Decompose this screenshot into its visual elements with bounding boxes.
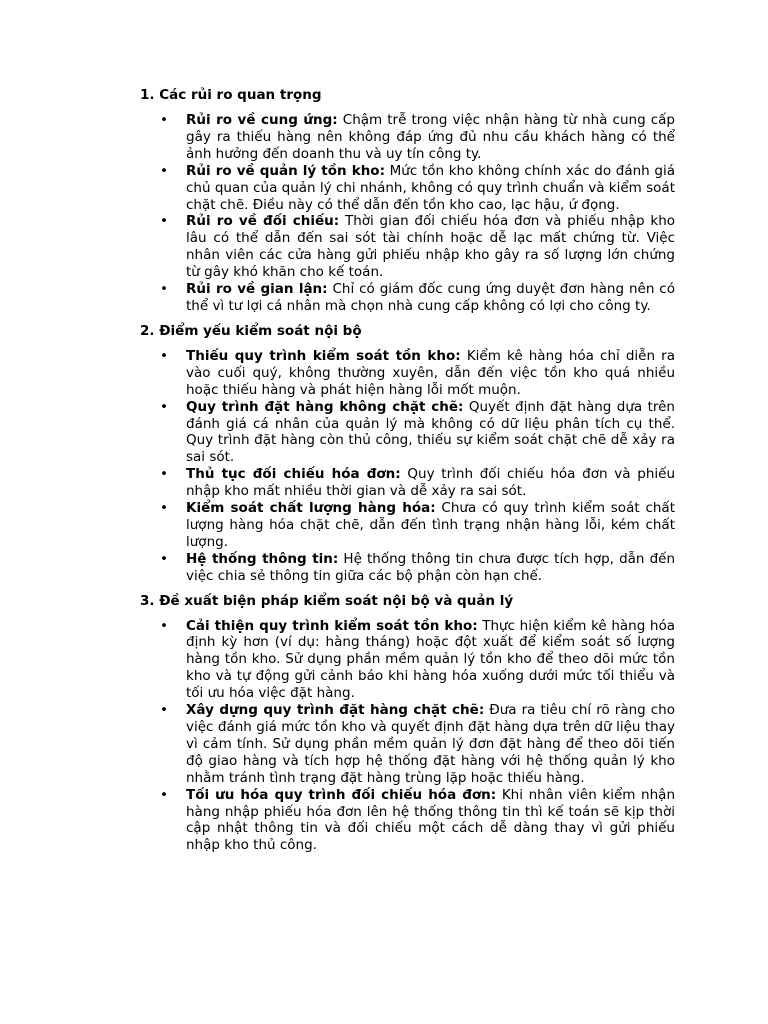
item-label: Rủi ro về đối chiếu:	[186, 213, 340, 230]
list-item	[140, 163, 675, 214]
item-label: Tối ưu hóa quy trình đối chiếu hóa đơn:	[186, 786, 497, 803]
list-item	[140, 112, 675, 163]
bullet-icon: •	[160, 550, 168, 567]
bullet-icon: •	[160, 281, 168, 298]
item-label: Thủ tục đối chiếu hóa đơn:	[186, 466, 401, 483]
item-text: Chỉ có giám đốc cung ứng duyệt đơn hàng nên có thể vì tư lợi cá nhân mà chọn nhà cung cấp không có lợi cho công ty.	[186, 281, 675, 314]
bullet-icon: •	[160, 500, 168, 517]
document-page	[140, 87, 675, 862]
list-item	[140, 281, 675, 315]
item-text: Chưa có quy trình kiểm soát chất lượng hàng hóa chặt chẽ, dẫn đến tình trạng nhận hàng lỗi, kém chất lượng.	[186, 500, 675, 550]
item-text: Mức tồn kho không chính xác do đánh giá chủ quan của quản lý chi nhánh, không có quy trình chuẩn và kiểm soát chặt chẽ. Điều này có thể dẫn đến tồn kho cao, lạc hậu, ứ đọng.	[186, 162, 675, 213]
list-item	[140, 213, 675, 281]
item-label: Quy trình đặt hàng không chặt chẽ:	[186, 398, 464, 415]
bullet-icon: •	[160, 398, 168, 415]
bullet-list	[140, 618, 675, 855]
section-proposals	[140, 593, 675, 855]
section-weaknesses	[140, 323, 675, 585]
item-label: Xây dựng quy trình đặt hàng chặt chẽ:	[186, 702, 485, 719]
bullet-icon: •	[160, 347, 168, 364]
item-label: Thiếu quy trình kiểm soát tồn kho:	[186, 347, 461, 364]
bullet-icon: •	[160, 617, 168, 634]
item-text: Thực hiện kiểm kê hàng hóa định kỳ hơn (ví dụ: hàng tháng) hoặc đột xuất để kiểm soát số lượng hàng tồn kho. Sử dụng phần mềm quản lý tồn kho để theo dõi mức tồn kho và tự động gửi cảnh báo khi hàng hóa xuống dưới mức tối thiểu và tối ưu hóa việc đặt hàng.	[186, 617, 675, 702]
bullet-icon: •	[160, 702, 168, 719]
item-label: Rủi ro về quản lý tồn kho:	[186, 162, 385, 179]
item-label: Rủi ro về cung ứng:	[186, 112, 338, 128]
item-text: Thời gian đối chiếu hóa đơn và phiếu nhập kho lâu có thể dẫn đến sai sót tài chính hoặc dễ lạc mất chứng từ. Việc nhân viên các cửa hàng gửi phiếu nhập kho gây ra số lượng lớn chứng từ gây khó khăn cho kế toán.	[186, 213, 676, 281]
section-heading: 3. Đề xuất biện pháp kiểm soát nội bộ và quản lý	[140, 592, 514, 609]
list-item	[140, 500, 675, 551]
item-text: Khi nhân viên kiểm nhận hàng nhập phiếu hóa đơn lên hệ thống thông tin thì kế toán sẽ kịp thời cập nhật thông tin và đối chiếu một cách dễ dàng thay vì gửi phiếu nhập kho thủ công.	[186, 786, 676, 854]
list-item	[140, 618, 675, 703]
list-item	[140, 466, 675, 500]
item-label: Rủi ro về gian lận:	[186, 281, 328, 298]
bullet-icon: •	[160, 162, 168, 179]
item-text: Kiểm kê hàng hóa chỉ diễn ra vào cuối quý, không thường xuyên, dẫn đến việc tồn kho quá nhiều hoặc thiếu hàng và phát hiện hàng lỗi mốt muộn.	[186, 347, 675, 398]
bullet-icon: •	[160, 112, 168, 128]
list-item	[140, 787, 675, 855]
item-label: Hệ thống thông tin:	[186, 550, 339, 567]
bullet-list	[140, 112, 675, 315]
section-risks	[140, 87, 675, 315]
bullet-icon: •	[160, 213, 168, 230]
item-text: Quyết định đặt hàng dựa trên đánh giá cá nhân của quản lý mà không có dữ liệu phân tích cụ thể. Quy trình đặt hàng còn thủ công, thiếu sự kiểm soát chặt chẽ dễ xảy ra sai sót.	[186, 398, 675, 466]
list-item	[140, 399, 675, 467]
item-text: Quy trình đối chiếu hóa đơn và phiếu nhập kho mất nhiều thời gian và dễ xảy ra sai sót.	[186, 466, 676, 500]
list-item	[140, 702, 675, 787]
list-item	[140, 551, 675, 585]
item-text: Hệ thống thông tin chưa được tích hợp, dẫn đến việc chia sẻ thông tin giữa các bộ phận còn hạn chế.	[186, 550, 675, 584]
bullet-icon: •	[160, 466, 168, 483]
item-label: Cải thiện quy trình kiểm soát tồn kho:	[186, 617, 478, 634]
item-text: Đưa ra tiêu chí rõ ràng cho việc đánh giá mức tồn kho và quyết định đặt hàng dựa trên dữ liệu thay vì cảm tính. Sử dụng phần mềm quản lý đơn đặt hàng để theo dõi tiến độ giao hàng và tích hợp hệ thống đặt hàng với hệ thống quản lý kho nhằm tránh tình trạng đặt hàng trùng lặp hoặc thiếu hàng.	[186, 702, 675, 786]
section-heading: 1. Các rủi ro quan trọng	[140, 87, 322, 103]
bullet-list	[140, 348, 675, 585]
item-label: Kiểm soát chất lượng hàng hóa:	[186, 500, 436, 517]
section-heading: 2. Điểm yếu kiểm soát nội bộ	[140, 322, 362, 339]
list-item	[140, 348, 675, 399]
bullet-icon: •	[160, 786, 168, 803]
item-text: Chậm trễ trong việc nhận hàng từ nhà cung cấp gây ra thiếu hàng nên không đáp ứng đủ nhu cầu khách hàng có thể ảnh hưởng đến doanh thu và uy tín công ty.	[186, 112, 675, 162]
